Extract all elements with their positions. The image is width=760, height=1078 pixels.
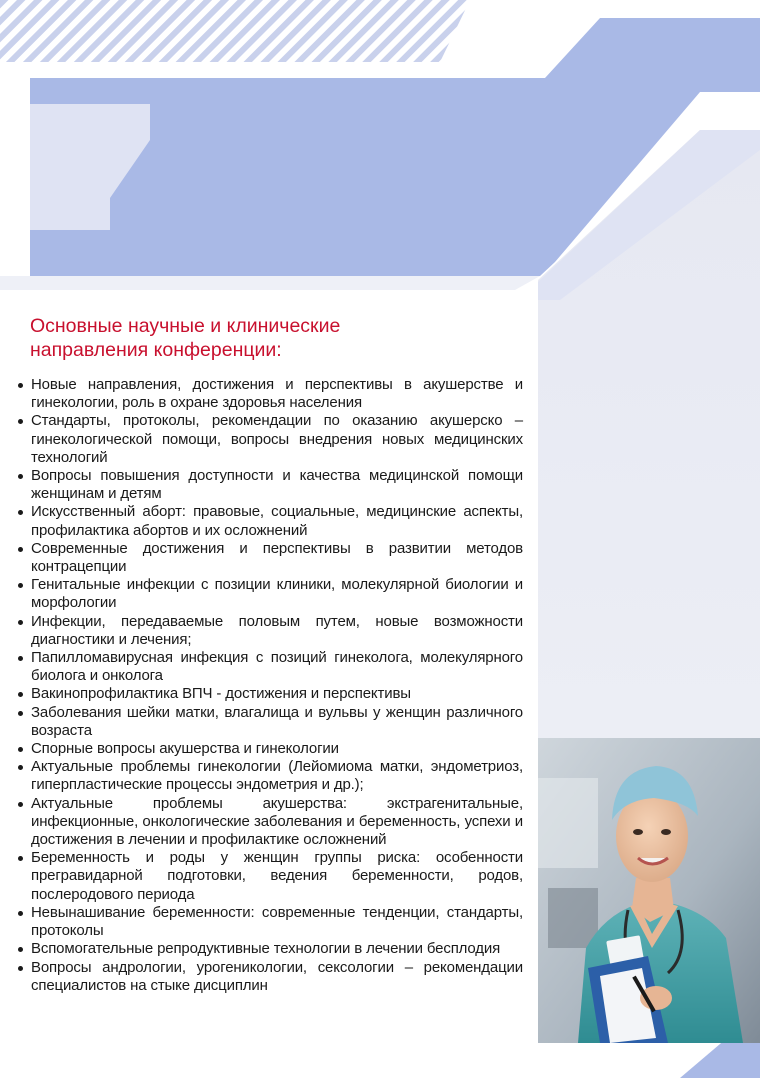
striped-band [0, 0, 470, 62]
list-item [16, 613, 523, 649]
list-item [16, 412, 523, 467]
list-item-text: Заболевания шейки матки, влагалища и вульвы у женщин различного возраста [31, 703, 523, 739]
list-item-text: Вакинопрофилактика ВПЧ - достижения и перспективы [31, 685, 411, 703]
list-item [16, 740, 523, 758]
list-item [16, 503, 523, 539]
list-item-text: Актуальные проблемы акушерства: экстрагенитальные, инфекционные, онкологические заболевания и беременность, успехи и достижения в лечении и профилактике осложнений [31, 794, 523, 849]
bullet-icon [18, 510, 23, 515]
list-item [16, 758, 523, 794]
bullet-icon [18, 711, 23, 716]
list-item [16, 576, 523, 612]
list-item [16, 795, 523, 850]
bullet-icon [18, 911, 23, 916]
list-item-text: Генитальные инфекции с позиции клиники, молекулярной биологии и морфологии [31, 576, 523, 612]
list-item-text: Вспомогательные репродуктивные технологии в лечении бесплодия [31, 940, 501, 958]
bullet-icon [18, 747, 23, 752]
list-item-text: Беременность и роды у женщин группы риска: особенности прегравидарной подготовки, ведения беременности, родов, послеродового периода [31, 849, 523, 903]
list-item-text: Современные достижения и перспективы в развитии методов контрацепции [31, 539, 523, 576]
bullet-icon [18, 419, 23, 424]
doctor-photo [538, 738, 760, 1043]
bullet-icon [18, 966, 23, 971]
bullet-icon [18, 856, 23, 861]
grey-band [0, 276, 540, 290]
list-item [16, 685, 523, 703]
list-item-text: Папилломавирусная инфекция с позиций гинеколога, молекулярного биолога и онколога [31, 649, 523, 685]
list-item [16, 649, 523, 685]
list-item [16, 849, 523, 904]
list-item-text: Инфекции, передаваемые половым путем, новые возможности диагностики и лечения; [31, 612, 523, 648]
bullet-icon [18, 765, 23, 770]
bullet-icon [18, 947, 23, 952]
heading-line-1: Основные научные и клинические [30, 315, 341, 337]
list-item-text: Искусственный аборт: правовые, социальные, медицинские аспекты, профилактика абортов и их осложнений [31, 503, 523, 539]
bullet-icon [18, 547, 23, 552]
bullet-icon [18, 620, 23, 625]
list-item [16, 376, 523, 412]
bullet-icon [18, 656, 23, 661]
bullet-icon [18, 583, 23, 588]
bullet-icon [18, 802, 23, 807]
list-item-text: Актуальные проблемы гинекологии (Лейомиома матки, эндометриоз, гиперпластические процессы эндометрия и др.); [31, 758, 523, 794]
list-item [16, 540, 523, 576]
list-item [16, 467, 523, 503]
heading-line-2: направления конференции: [30, 339, 282, 361]
bullet-icon [18, 474, 23, 479]
list-item-text: Вопросы повышения доступности и качества медицинской помощи женщинам и детям [31, 467, 523, 503]
list-item-text: Невынашивание беременности: современные тенденции, стандарты, протоколы [31, 903, 523, 940]
list-item [16, 904, 523, 940]
section-heading [30, 314, 510, 362]
bullet-icon [18, 383, 23, 388]
list-item [16, 959, 523, 995]
list-item-text: Стандарты, протоколы, рекомендации по оказанию акушерско – гинекологической помощи, вопросы внедрения новых медицинских технологий [31, 412, 523, 466]
list-item-text: Новые направления, достижения и перспективы в акушерстве и гинекологии, роль в охране здоровья населения [31, 376, 523, 412]
list-item [16, 704, 523, 740]
list-item-text: Спорные вопросы акушерства и гинекологии [31, 740, 339, 758]
directions-list [16, 376, 523, 995]
list-item [16, 940, 523, 958]
list-item-text: Вопросы андрологии, урогеникологии, сексологии – рекомендации специалистов на стыке дисциплин [31, 958, 523, 994]
bullet-icon [18, 692, 23, 697]
